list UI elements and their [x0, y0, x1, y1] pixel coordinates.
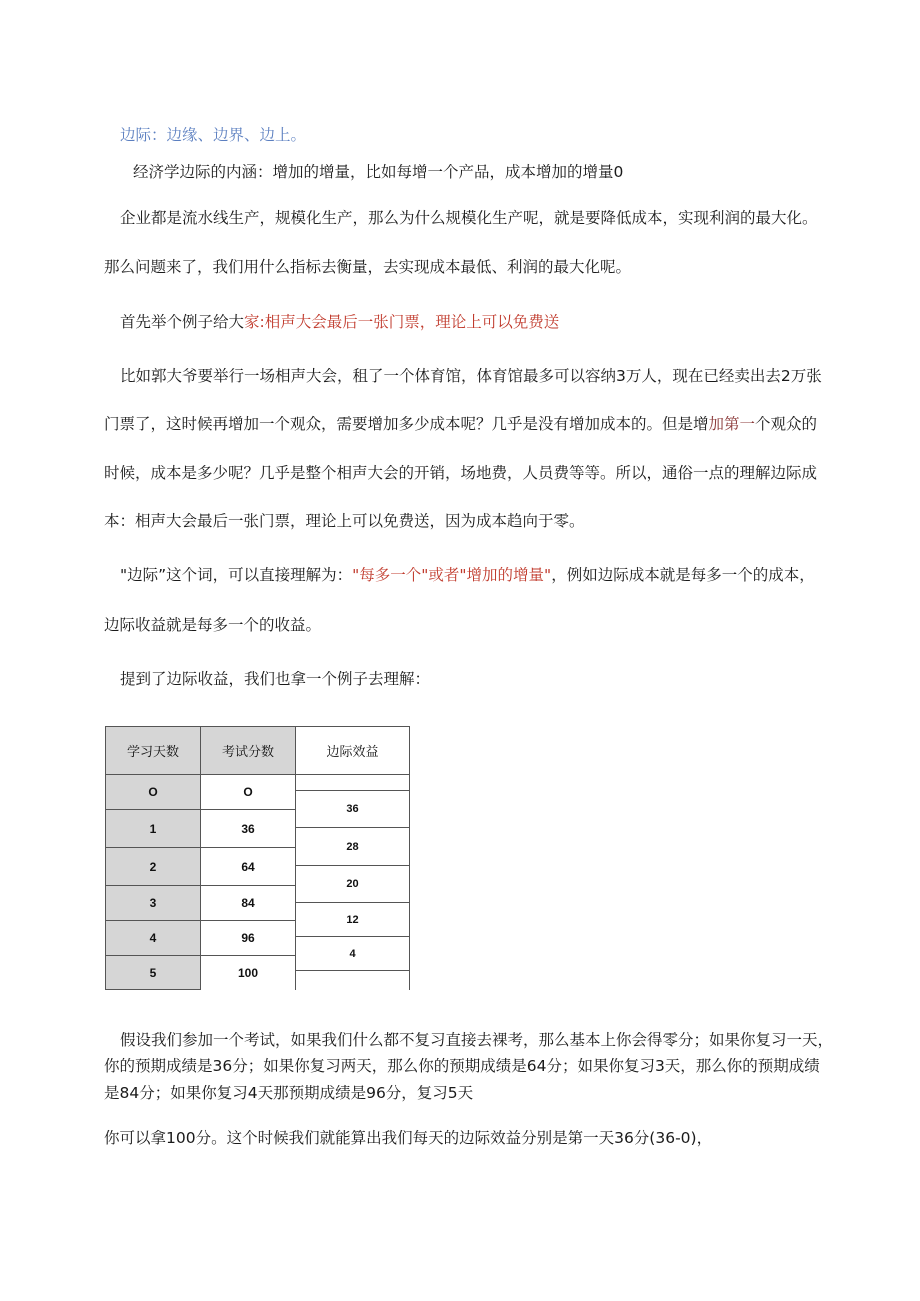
table-cell-day: 1	[105, 809, 201, 848]
text-segment: 首先举个例子给大	[120, 313, 245, 331]
highlight-segment: "每多一个"或者"增加的增量"	[352, 566, 552, 584]
highlight-segment: 家:相声大会最后一张门票，理论上可以免费送	[244, 313, 560, 331]
highlight-segment: 加第一	[708, 415, 756, 433]
table-cell-score: 96	[200, 920, 296, 956]
table-cell-day: O	[105, 774, 201, 810]
definition-line: 边际：边缘、边界、边上。	[120, 126, 307, 144]
text-segment: 门票了，这时候再增加一个观众，需要增加多少成本呢？几乎是没有增加成本的。但是增	[104, 415, 709, 433]
table-cell-marginal: 4	[295, 936, 410, 971]
table-cell-score: 36	[200, 809, 296, 848]
table-cell-day: 4	[105, 920, 201, 956]
paragraph-line	[120, 311, 559, 333]
table-cell-score: 100	[200, 955, 296, 990]
paragraph-line: 边际收益就是每多一个的收益。	[104, 616, 322, 634]
paragraph-line: 企业都是流水线生产，规模化生产，那么为什么规模化生产呢，就是要降低成本，实现利润的最大化。	[120, 209, 818, 227]
table-cell-marginal: 12	[295, 902, 410, 937]
table-cell-marginal: 28	[295, 827, 410, 866]
paragraph-line: 时候，成本是多少呢？几乎是整个相声大会的开销，场地费，人员费等等。所以，通俗一点的理解边际成	[104, 464, 818, 482]
paragraph-line	[120, 564, 815, 586]
table-header: 考试分数	[200, 726, 296, 775]
paragraph-line: 你可以拿100分。这个时候我们就能算出我们每天的边际效益分别是第一天36分(36-0)，	[104, 1129, 713, 1147]
table-header: 边际效益	[295, 726, 410, 775]
table-cell-score: 64	[200, 847, 296, 886]
table-cell-day: 5	[105, 955, 201, 990]
paragraph-line: 本：相声大会最后一张门票，理论上可以免费送，因为成本趋向于零。	[104, 512, 585, 530]
table-cell-empty	[295, 774, 410, 791]
table-cell-marginal: 36	[295, 790, 410, 828]
table-cell-marginal: 20	[295, 865, 410, 903]
table-header: 学习天数	[105, 726, 201, 775]
paragraph-line: 比如郭大爷要举行一场相声大会，租了一个体育馆，体育馆最多可以容纳3万人，现在已经卖出去2万张	[120, 367, 822, 385]
text-segment: 个观众的	[755, 415, 818, 433]
table-cell-score: O	[200, 774, 296, 810]
paragraph-line: 经济学边际的内涵：增加的增量，比如每增一个产品，成本增加的增量0	[133, 163, 624, 181]
paragraph-line: 你的预期成绩是36分；如果你复习两天，那么你的预期成绩是64分；如果你复习3天，那么你的预期成绩	[104, 1057, 820, 1075]
table-cell-day: 3	[105, 885, 201, 921]
table-cell-score: 84	[200, 885, 296, 921]
table-cell-empty	[295, 970, 410, 990]
text-segment: "边际”这个词，可以直接理解为：	[120, 566, 353, 584]
paragraph-line	[104, 413, 817, 435]
text-segment: ，例如边际成本就是每多一个的成本，	[551, 566, 815, 584]
paragraph-line: 提到了边际收益，我们也拿一个例子去理解：	[120, 670, 431, 688]
paragraph-line: 是84分；如果你复习4天那预期成绩是96分，复习5天	[104, 1084, 474, 1102]
paragraph-line: 假设我们参加一个考试，如果我们什么都不复习直接去裸考，那么基本上你会得零分；如果你复习一天，	[120, 1031, 834, 1049]
paragraph-line: 那么问题来了，我们用什么指标去衡量，去实现成本最低、利润的最大化呢。	[104, 258, 632, 276]
table-cell-day: 2	[105, 847, 201, 886]
